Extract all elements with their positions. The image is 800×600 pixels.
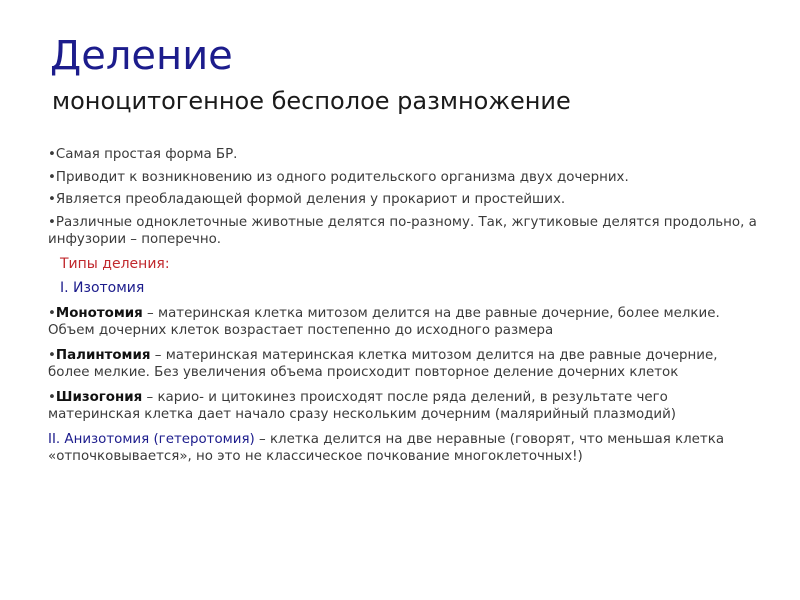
isotomy-item-schizogony: [48, 389, 758, 424]
bullet-text: Самая простая форма БР.: [55, 147, 238, 162]
bullet-text: Различные одноклеточные животные делятся по-разному. Так, жгутиковые делятся продольно, а инфузории – поперечно.: [48, 214, 757, 247]
bullet-marker: •: [48, 147, 56, 162]
bullet-marker: •: [48, 214, 56, 230]
term-description: – карио- и цитокинез происходят после ряда делений, в результате чего материнская клетка дает начало сразу нескольким дочерним (малярийный плазмодий): [48, 389, 677, 422]
term-description: – материнская материнская клетка митозом делится на две равные дочерние, более мелкие. Без увеличения объема происходит повторное деление дочерних клеток: [48, 347, 718, 380]
bullet-item: [48, 146, 758, 164]
types-heading: Типы деления:: [60, 255, 170, 272]
slide-title: Деление: [50, 33, 233, 79]
bullet-marker: •: [48, 347, 56, 363]
bullet-marker: •: [48, 389, 56, 405]
anisotomy-item: [48, 431, 758, 466]
isotomy-item-palintomy: [48, 347, 758, 382]
bullet-item: [48, 191, 758, 209]
anisotomy-description: – клетка делится на две неравные (говорят, что меньшая клетка «отпочковывается», но это не классическое почкование многоклеточных!): [48, 431, 725, 464]
slide-subtitle: моноцитогенное бесполое размножение: [52, 87, 571, 115]
term-monotomy: Монотомия: [55, 305, 143, 321]
bullet-text: Является преобладающей формой деления у прокариот и простейших.: [55, 192, 566, 207]
term-palintomy: Палинтомия: [55, 347, 151, 363]
bullet-item: [48, 169, 758, 187]
bullet-marker: •: [48, 305, 56, 321]
anisotomy-heading: II. Анизотомия (гетеротомия): [48, 431, 255, 447]
term-schizogony: Шизогония: [55, 389, 143, 405]
isotomy-heading: I. Изотомия: [60, 280, 145, 296]
bullet-item: [48, 214, 758, 249]
term-description: – материнская клетка митозом делится на две равные дочерние, более мелкие. Объем дочерних клеток возрастает постепенно до исходного размера: [48, 305, 720, 338]
isotomy-item-monotomy: [48, 305, 758, 340]
bullet-marker: •: [48, 192, 56, 207]
bullet-marker: •: [48, 169, 56, 185]
bullet-text: Приводит к возникновению из одного родительского организма двух дочерних.: [55, 169, 629, 185]
slide-content: [48, 146, 758, 473]
